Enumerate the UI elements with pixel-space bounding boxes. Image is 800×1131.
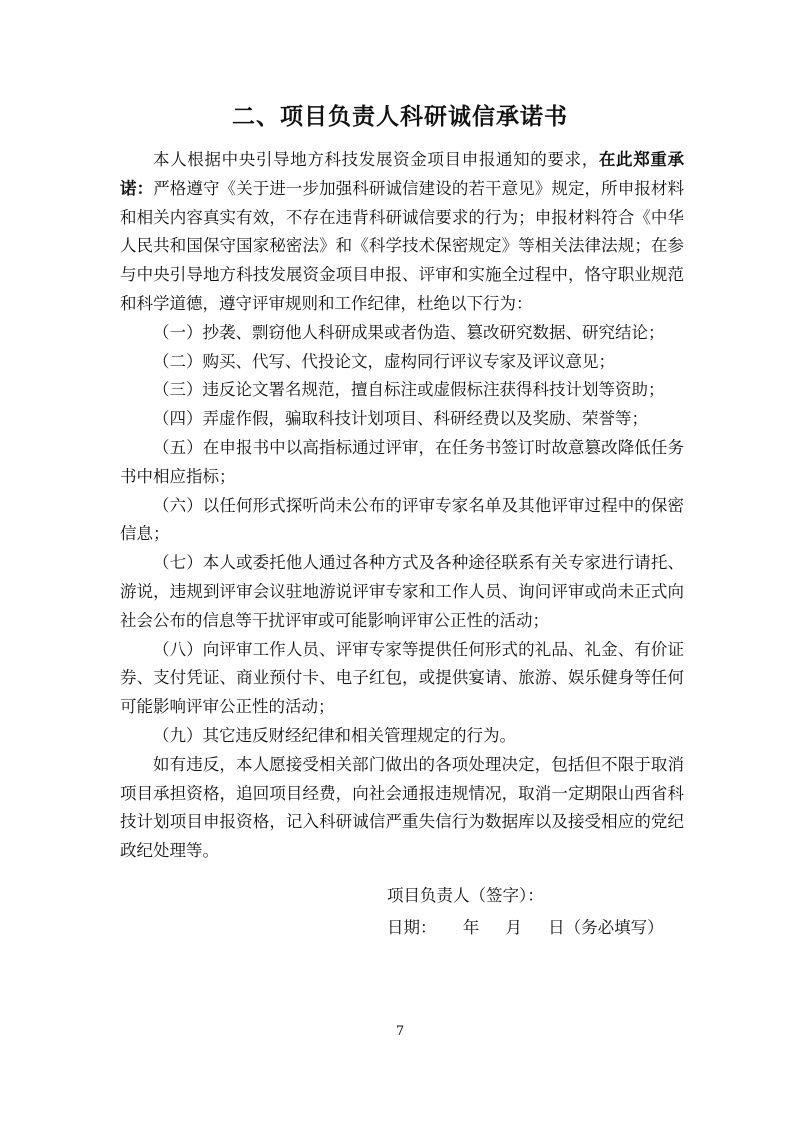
intro-commitment: 在此郑重承诺： (120, 150, 685, 198)
page-number: 7 (395, 1024, 405, 1039)
list-item: （七）本人或委托他人通过各种方式及各种途径联系有关专家进行请托、游说，违规到评审会议驻地游说评审专家和工作人员、询问评审或尚未正式向社会公布的信息等干扰评审或可能影响评审公正性的活动； (120, 553, 684, 630)
list-item: （五）在申报书中以高指标通过评审，在任务书签订时故意篡改降低任务书中相应指标； (120, 437, 684, 486)
page-title: 二、项目负责人科研诚信承诺书 (232, 104, 568, 130)
list-item: （二）购买、代写、代投论文，虚构同行评议专家及评议意见； (153, 351, 615, 371)
list-item: （三）违反论文署名规范，擅自标注或虚假标注获得科技计划等资助； (153, 380, 665, 400)
intro-paragraph (120, 146, 684, 319)
intro-text: 本人根据中央引导地方科技发展资金项目申报通知的要求， (153, 150, 599, 169)
list-item: （九）其它违反财经纪律和相关管理规定的行为。 (153, 725, 516, 745)
list-item: （一）抄袭、剽窃他人科研成果或者伪造、篡改研究数据、研究结论； (153, 322, 665, 342)
document-body (120, 146, 684, 866)
closing-paragraph: 如有违反，本人愿接受相关部门做出的各项处理决定，包括但不限于取消项目承担资格，追回项目经费，向社会通报违规情况，取消一定期限山西省科技计划项目申报资格，记入科研诚信严重失信行为数据库以及接受相应的党纪政纪处理等。 (120, 754, 684, 861)
list-item: （六）以任何形式探听尚未公布的评审专家名单及其他评审过程中的保密信息； (120, 495, 684, 544)
date-line: 日期： 年 月 日（务必填写） (387, 918, 664, 937)
list-item: （四）弄虚作假，骗取科技计划项目、科研经费以及奖励、荣誉等； (153, 409, 648, 429)
intro-text-cont: 严格遵守《关于进一步加强科研诚信建设的若干意见》规定，所申报材料和相关内容真实有效，不存在违背科研诚信要求的行为；申报材料符合《中华人民共和国保守国家秘密法》和《科学技术保密规定》等相关法律法规；在参与中央引导地方科技发展资金项目申报、评审和实施全过程中，恪守职业规范和科学道德，遵守评审规则和工作纪律，杜绝以下行为： (120, 178, 685, 313)
list-item: （八）向评审工作人员、评审专家等提供任何形式的礼品、礼金、有价证券、支付凭证、商业预付卡、电子红包，或提供宴请、旅游、娱乐健身等任何可能影响评审公正性的活动； (120, 639, 684, 717)
signature-label: 项目负责人（签字）： (387, 886, 544, 905)
